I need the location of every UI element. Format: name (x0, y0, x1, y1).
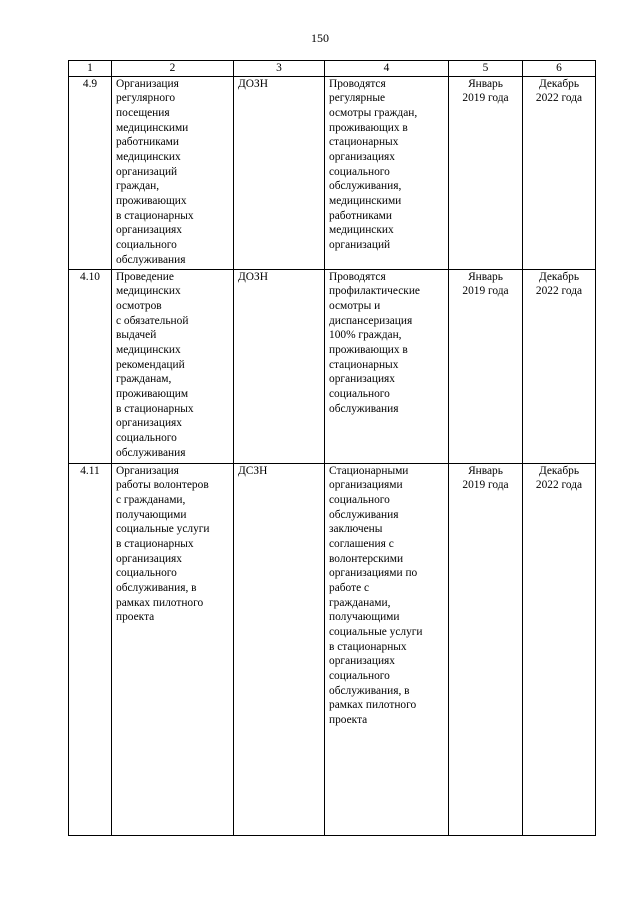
column-header: 2 (112, 61, 234, 77)
column-header: 4 (325, 61, 449, 77)
executor-cell: ДСЗН (234, 463, 325, 835)
table-header-row (69, 61, 596, 77)
column-header: 1 (69, 61, 112, 77)
activity-cell: Организация работы волонтеров с гражданами, получающими социальные услуги в стационарных организациях социального обслуживания, в рамках пилотного проекта (112, 463, 234, 835)
executor-cell: ДОЗН (234, 269, 325, 463)
table-row (69, 463, 596, 835)
measures-table (68, 60, 596, 836)
result-cell: Проводятся профилактические осмотры и диспансеризация 100% граждан, проживающих в стационарных организациях социального обслуживания (325, 269, 449, 463)
column-header: 5 (449, 61, 523, 77)
row-number: 4.11 (69, 463, 112, 835)
result-cell: Стационарными организациями социального обслуживания заключены соглашения с волонтерскими организациями по работе с гражданами, получающими социальные услуги в стационарных организациях социального обслуживания, в рамках пилотного проекта (325, 463, 449, 835)
executor-cell: ДОЗН (234, 76, 325, 269)
column-header: 6 (523, 61, 596, 77)
table-row (69, 269, 596, 463)
start-date-cell: Январь 2019 года (449, 269, 523, 463)
end-date-cell: Декабрь 2022 года (523, 269, 596, 463)
row-number: 4.10 (69, 269, 112, 463)
activity-cell: Организация регулярного посещения медицинскими работниками медицинских организаций граждан, проживающих в стационарных организациях социального обслуживания (112, 76, 234, 269)
row-number: 4.9 (69, 76, 112, 269)
start-date-cell: Январь 2019 года (449, 463, 523, 835)
start-date-cell: Январь 2019 года (449, 76, 523, 269)
page-number: 150 (311, 31, 329, 45)
end-date-cell: Декабрь 2022 года (523, 463, 596, 835)
activity-cell: Проведение медицинских осмотров с обязательной выдачей медицинских рекомендаций гражданам, проживающим в стационарных организациях социального обслуживания (112, 269, 234, 463)
end-date-cell: Декабрь 2022 года (523, 76, 596, 269)
result-cell: Проводятся регулярные осмотры граждан, проживающих в стационарных организациях социального обслуживания, медицинскими работниками медицинских организаций (325, 76, 449, 269)
table-row (69, 76, 596, 269)
column-header: 3 (234, 61, 325, 77)
